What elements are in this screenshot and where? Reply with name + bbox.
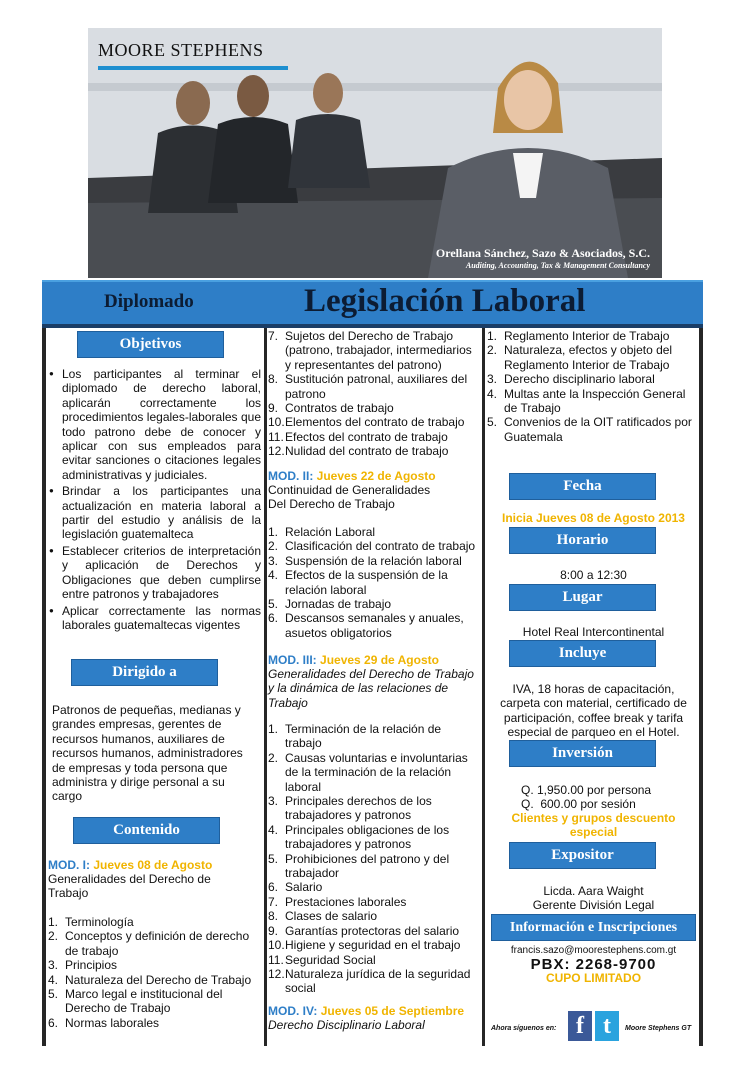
list-item (268, 401, 479, 415)
item-number: 3. (48, 958, 59, 973)
mod2-label: MOD. II: (268, 469, 314, 483)
list-item (268, 554, 479, 568)
item-text: Naturaleza del Derecho de Trabajo (65, 972, 252, 987)
item-number: 9. (268, 923, 279, 938)
list-item (268, 895, 479, 909)
item-text: Conceptos y definición de derecho de trabajo (65, 929, 250, 958)
firm-signature (436, 246, 650, 270)
item-number: 1. (487, 329, 498, 343)
item-number: 10. (268, 415, 285, 430)
item-number: 1. (268, 525, 279, 539)
firm-tagline: Auditing, Accounting, Tax & Management Consultancy (465, 261, 650, 270)
logo-underline (98, 66, 288, 70)
mod1-list-continued (268, 329, 479, 459)
mod2-date: Jueves 22 de Agosto (316, 469, 436, 483)
item-text: Naturaleza, efectos y objeto del Reglamento Interior de Trabajo (504, 343, 673, 372)
mod4-list (487, 329, 698, 444)
item-number: 3. (487, 372, 498, 387)
item-number: 10. (268, 938, 285, 953)
contact-phone[interactable]: PBX: 2268-9700 (530, 956, 657, 973)
item-text: Prestaciones laborales (285, 894, 407, 909)
item-text: Clasificación del contrato de trabajo (285, 539, 476, 554)
descuento-note: Clientes y grupos descuento especial (511, 811, 676, 840)
mod2-header (268, 469, 479, 483)
list-item (268, 967, 479, 996)
item-number: 7. (268, 329, 279, 343)
horario-heading: Horario (509, 527, 656, 554)
item-text: Higiene y seguridad en el trabajo (285, 938, 461, 953)
item-text: Nulidad del contrato de trabajo (285, 444, 449, 459)
item-number: 7. (268, 894, 279, 909)
list-item (268, 568, 479, 597)
item-text: Convenios de la OIT ratificados por Guatemala (504, 415, 692, 444)
list-item (487, 415, 698, 444)
list-item (268, 722, 479, 751)
list-item (268, 444, 479, 458)
item-text: Contratos de trabajo (285, 401, 394, 416)
item-number: 9. (268, 401, 279, 416)
item-text: Normas laborales (65, 1015, 160, 1030)
mod4-header (268, 1004, 479, 1018)
item-text: Garantías protectoras del salario (285, 923, 460, 938)
list-item: ● Los participantes al terminar el diplomado de derecho laboral, aplicarán correctamente los procedimientos legales-laborales que todo patrono debe de conocer y aplicar con sus empleados para evitar sanciones o citaciones legales administrativas y judiciales. (49, 367, 261, 482)
objetivos-list (49, 367, 261, 634)
dirigido-text: Patronos de pequeñas, medianas y grandes empresas, gerentes de recursos humanos, auxiliares de recursos humanos, administradores de empresas y toda persona que administra y dirige personal a su cargo (52, 703, 243, 804)
item-text: Sustitución patronal, auxiliares del patrono (285, 372, 468, 401)
list-item (268, 924, 479, 938)
list-item (268, 597, 479, 611)
lugar-heading: Lugar (509, 584, 656, 611)
item-text: Terminología (65, 915, 134, 929)
list-item (268, 415, 479, 429)
list-item (48, 987, 260, 1016)
title-diplomado: Diplomado (104, 291, 194, 312)
mod4-label: MOD. IV: (268, 1004, 318, 1018)
list-item (487, 343, 698, 372)
item-number: 1. (268, 722, 279, 736)
mod1-date: Jueves 08 de Agosto (93, 858, 213, 872)
header-banner (88, 28, 662, 278)
objetivos-heading: Objetivos (77, 331, 224, 358)
item-text: Derecho disciplinario laboral (504, 372, 655, 387)
item-text: Elementos del contrato de trabajo (285, 415, 465, 430)
list-item (268, 953, 479, 967)
item-number: 12. (268, 966, 285, 981)
mod1-list (48, 915, 260, 1030)
item-number: 5. (48, 987, 59, 1002)
title-bar (42, 280, 703, 324)
expositor-role: Gerente División Legal (532, 898, 655, 912)
list-item (268, 372, 479, 401)
twitter-icon[interactable]: t (595, 1011, 619, 1041)
moore-stephens-logo: MOORE STEPHENS (98, 40, 264, 60)
item-number: 2. (268, 539, 279, 554)
item-number: 5. (268, 597, 279, 612)
item-text: Relación Laboral (285, 525, 376, 539)
dirigido-heading: Dirigido a (71, 659, 218, 686)
item-number: 2. (487, 343, 498, 358)
incluye-text: IVA, 18 horas de capacitación, carpeta con material, certificado de participación, coffee break y tarifa especial de parqueo en el Hotel. (500, 682, 687, 740)
item-text: Principales obligaciones de los trabajadores y patronos (285, 822, 450, 852)
item-text: Prohibiciones del patrono y del trabajador (285, 851, 450, 881)
item-text: Seguridad Social (285, 952, 376, 967)
fecha-heading: Fecha (509, 473, 656, 500)
inversion-price-persona: Q. 1,950.00 por persona (521, 783, 652, 797)
list-item: ● Aplicar correctamente las normas laborales guatemaltecas vigentes (49, 604, 261, 633)
list-item (268, 938, 479, 952)
contact-email[interactable]: francis.sazo@moorestephens.com.gt (510, 945, 677, 956)
mod1-label: MOD. I: (48, 858, 90, 872)
list-item (268, 880, 479, 894)
item-text: Principales derechos de los trabajadores y patronos (285, 794, 432, 823)
list-item (268, 329, 479, 372)
column-middle (264, 328, 482, 1046)
item-number: 1. (48, 915, 59, 929)
item-text: Sujetos del Derecho de Trabajo (patrono, trabajador, intermediarios y representantes del patrono) (285, 329, 472, 372)
item-number: 4. (268, 822, 279, 837)
list-item (268, 430, 479, 444)
inversion-price-sesion: Q. 600.00 por sesión (521, 797, 636, 811)
horario-text: 8:00 a 12:30 (560, 568, 627, 582)
item-text: Causas voluntarias e involuntarias de la terminación de la relación laboral (285, 750, 468, 794)
list-item (268, 823, 479, 852)
social-bar (485, 1002, 702, 1046)
item-text: Clases de salario (285, 909, 378, 924)
item-number: 6. (268, 880, 279, 895)
expositor-heading: Expositor (509, 842, 656, 869)
item-number: 8. (268, 372, 279, 387)
mod3-subtitle: Generalidades del Derecho de Trabajo y la dinámica de las relaciones de Trabajo (268, 667, 474, 710)
list-item: ● Brindar a los participantes una actualización en materia laboral a partir del estudio y análisis de la legislación guatemalteca (49, 484, 261, 542)
item-text: Principios (65, 958, 118, 973)
mod1-header (48, 858, 262, 872)
cupo-limitado: CUPO LIMITADO (545, 971, 642, 985)
title-legislacion-laboral: Legislación Laboral (304, 283, 586, 319)
list-item (268, 539, 479, 553)
mod3-date: Jueves 29 de Agosto (320, 653, 439, 667)
social-handle: Moore Stephens GT (625, 1025, 692, 1032)
item-text: Efectos de la suspensión de la relación laboral (285, 568, 448, 597)
incluye-heading: Incluye (509, 640, 656, 667)
item-number: 6. (268, 611, 279, 626)
item-text: Efectos del contrato de trabajo (285, 429, 448, 444)
item-text: Suspensión de la relación laboral (285, 553, 462, 568)
mod1-subtitle: Generalidades del Derecho de Trabajo (48, 872, 211, 901)
item-text: Terminación de la relación de trabajo (285, 722, 442, 751)
mod3-label: MOD. III: (268, 653, 317, 667)
column-right (482, 328, 699, 1046)
item-number: 3. (268, 794, 279, 809)
list-item (48, 973, 260, 987)
item-number: 4. (268, 568, 279, 583)
facebook-icon[interactable]: f (568, 1011, 592, 1041)
item-text: Salario (285, 880, 323, 895)
list-item (268, 751, 479, 794)
info-heading: Información e Inscripciones (491, 914, 696, 941)
item-number: 4. (487, 386, 498, 401)
list-item (268, 794, 479, 823)
column-left (46, 328, 264, 1046)
mod3-list (268, 722, 479, 996)
item-number: 8. (268, 909, 279, 924)
mod3-header (268, 653, 479, 667)
list-item (487, 329, 698, 343)
item-text: Marco legal e institucional del Derecho de Trabajo (65, 987, 223, 1016)
list-item (268, 525, 479, 539)
mod2-subtitle: Continuidad de Generalidades Del Derecho de Trabajo (268, 483, 431, 512)
firm-name: Orellana Sánchez, Sazo & Asociados, S.C. (435, 246, 650, 260)
list-item (487, 387, 698, 416)
item-number: 3. (268, 553, 279, 568)
item-number: 12. (268, 444, 285, 459)
item-text: Multas ante la Inspección General de Trabajo (504, 386, 686, 416)
lugar-text: Hotel Real Intercontinental (522, 625, 665, 639)
list-item (487, 372, 698, 386)
item-text: Jornadas de trabajo (285, 597, 392, 612)
item-number: 11. (268, 429, 284, 444)
item-text: Reglamento Interior de Trabajo (504, 329, 670, 343)
expositor-name: Licda. Aara Waight (543, 884, 644, 898)
list-item (48, 958, 260, 972)
mod4-subtitle: Derecho Disciplinario Laboral (268, 1018, 425, 1032)
list-item: ● Establecer criterios de interpretación y aplicación de Derechos y Obligaciones que deben cumplirse entre patronos y trabajadores (49, 544, 261, 602)
item-number: 2. (48, 929, 59, 944)
content-panel (42, 280, 703, 1046)
mod2-list (268, 525, 479, 640)
list-item (268, 852, 479, 881)
item-text: Naturaleza jurídica de la seguridad social (285, 966, 471, 996)
item-number: 2. (268, 750, 279, 765)
social-follow-text: Ahora síguenos en: (491, 1025, 557, 1032)
list-item (48, 915, 260, 929)
contenido-heading: Contenido (73, 817, 220, 844)
item-number: 5. (268, 851, 279, 866)
list-item (48, 929, 260, 958)
mod4-date: Jueves 05 de Septiembre (320, 1004, 465, 1018)
item-number: 6. (48, 1015, 59, 1030)
list-item (48, 1016, 260, 1030)
item-number: 4. (48, 972, 59, 987)
inversion-heading: Inversión (509, 740, 656, 767)
list-item (268, 611, 479, 640)
item-number: 5. (487, 415, 498, 430)
list-item (268, 909, 479, 923)
fecha-text: Inicia Jueves 08 de Agosto 2013 (502, 511, 685, 525)
item-text: Descansos semanales y anuales, asuetos obligatorios (285, 611, 464, 640)
item-number: 11. (268, 952, 284, 967)
